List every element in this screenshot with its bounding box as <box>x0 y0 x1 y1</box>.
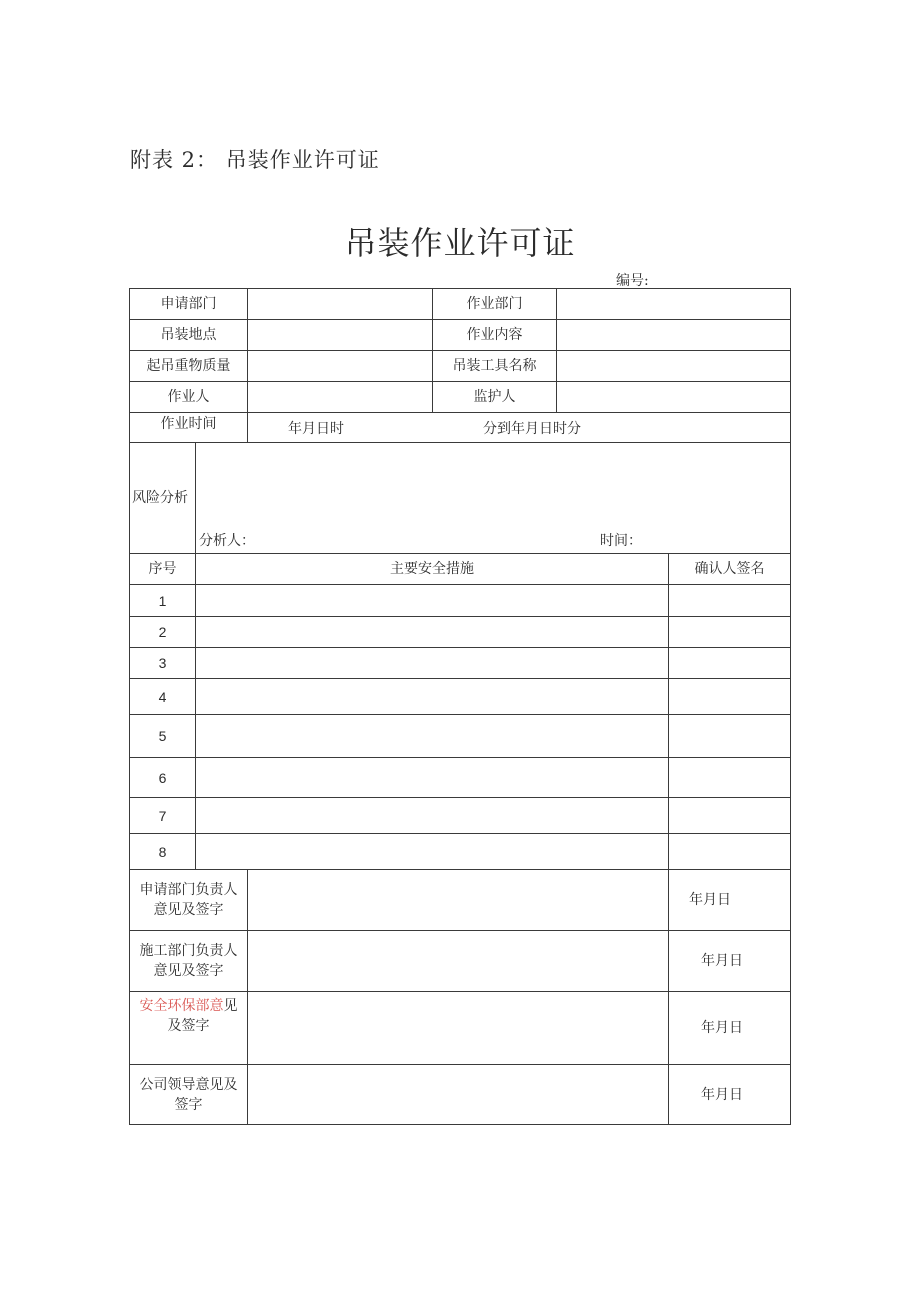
info-row <box>130 351 791 382</box>
approval-row <box>130 870 791 931</box>
approval-opinion-field[interactable] <box>248 1065 669 1125</box>
approval-label-highlight: 安全环保部意 <box>139 998 224 1014</box>
approval-row <box>130 1065 791 1125</box>
info-value-field[interactable] <box>557 320 791 351</box>
risk-analysis-label: 风险分析 <box>130 443 196 554</box>
serial-number-label: 编号: <box>616 273 649 289</box>
approval-opinion-field[interactable] <box>248 931 669 992</box>
info-value-field[interactable] <box>248 289 433 320</box>
info-label: 作业内容 <box>433 320 557 351</box>
info-value-field[interactable] <box>557 289 791 320</box>
approval-label <box>130 931 248 992</box>
approval-date: 年月日 <box>669 1065 791 1125</box>
info-label: 吊装地点 <box>130 320 248 351</box>
signature-field[interactable] <box>669 679 791 715</box>
info-value-field[interactable] <box>557 351 791 382</box>
info-label: 起吊重物质量 <box>130 351 248 382</box>
approval-label-line: 及签字 <box>167 1018 210 1034</box>
measure-row <box>130 679 791 715</box>
measure-row <box>130 585 791 617</box>
signature-field[interactable] <box>669 715 791 758</box>
work-time-label: 作业时间 <box>130 413 248 443</box>
measure-serial-no: 1 <box>130 585 196 617</box>
approval-label-line: 意见及签字 <box>153 902 224 918</box>
document-title: 吊装作业许可证 <box>344 224 576 262</box>
work-time-field[interactable] <box>248 413 791 443</box>
risk-analysis-field[interactable] <box>196 443 791 554</box>
work-time-row <box>130 413 791 443</box>
approval-label-line: 签字 <box>174 1096 203 1113</box>
measure-serial-no: 8 <box>130 834 196 870</box>
measure-row <box>130 617 791 648</box>
info-label: 吊装工具名称 <box>433 351 557 382</box>
signature-field[interactable] <box>669 834 791 870</box>
permit-table <box>129 288 791 1125</box>
work-time-end: 分到年月日时分 <box>483 421 581 437</box>
info-value-field[interactable] <box>248 351 433 382</box>
measure-serial-no: 2 <box>130 617 196 648</box>
approval-opinion-field[interactable] <box>248 870 669 931</box>
work-time-start: 年月日时 <box>288 421 344 437</box>
measure-field[interactable] <box>196 834 669 870</box>
header-confirm-signature: 确认人签名 <box>669 554 791 585</box>
info-row <box>130 320 791 351</box>
measure-field[interactable] <box>196 715 669 758</box>
approval-label <box>130 1065 248 1125</box>
measure-serial-no: 5 <box>130 715 196 758</box>
appendix-title: 附表 2： 吊装作业许可证 <box>130 148 380 172</box>
signature-field[interactable] <box>669 585 791 617</box>
header-serial-no: 序号 <box>130 554 196 585</box>
approval-label-line: 申请部门负责人 <box>139 882 238 898</box>
info-label: 监护人 <box>433 382 557 413</box>
approval-label-line: 意见及签字 <box>153 963 224 979</box>
signature-field[interactable] <box>669 758 791 798</box>
approval-date: 年月日 <box>669 992 791 1065</box>
header-safety-measure: 主要安全措施 <box>196 554 669 585</box>
info-row <box>130 289 791 320</box>
approval-label-line: 施工部门负责人 <box>139 943 238 959</box>
approval-label-line: 公司领导意见及 <box>139 1076 238 1093</box>
risk-analysis-row <box>130 443 791 554</box>
approval-date: 年月日 <box>669 870 791 931</box>
measure-row <box>130 798 791 834</box>
risk-time-label: 时间： <box>600 533 642 549</box>
measure-field[interactable] <box>196 679 669 715</box>
signature-field[interactable] <box>669 648 791 679</box>
measure-field[interactable] <box>196 585 669 617</box>
measure-row <box>130 648 791 679</box>
info-value-field[interactable] <box>248 320 433 351</box>
signature-field[interactable] <box>669 798 791 834</box>
info-value-field[interactable] <box>248 382 433 413</box>
approval-row <box>130 992 791 1065</box>
info-value-field[interactable] <box>557 382 791 413</box>
measure-row <box>130 758 791 798</box>
info-row <box>130 382 791 413</box>
measure-serial-no: 3 <box>130 648 196 679</box>
approval-date: 年月日 <box>669 931 791 992</box>
info-label: 作业部门 <box>433 289 557 320</box>
measure-field[interactable] <box>196 798 669 834</box>
measure-serial-no: 7 <box>130 798 196 834</box>
measure-row <box>130 834 791 870</box>
measure-field[interactable] <box>196 758 669 798</box>
info-label: 作业人 <box>130 382 248 413</box>
measure-row <box>130 715 791 758</box>
measure-field[interactable] <box>196 617 669 648</box>
approval-opinion-field[interactable] <box>248 992 669 1065</box>
info-label: 申请部门 <box>130 289 248 320</box>
measure-serial-no: 4 <box>130 679 196 715</box>
approval-label <box>130 870 248 931</box>
approval-row <box>130 931 791 992</box>
measures-header-row <box>130 554 791 585</box>
approval-label-line: 见 <box>223 998 238 1014</box>
approval-label <box>130 992 248 1065</box>
measure-serial-no: 6 <box>130 758 196 798</box>
measure-field[interactable] <box>196 648 669 679</box>
risk-analyst-label: 分析人： <box>199 533 255 549</box>
signature-field[interactable] <box>669 617 791 648</box>
